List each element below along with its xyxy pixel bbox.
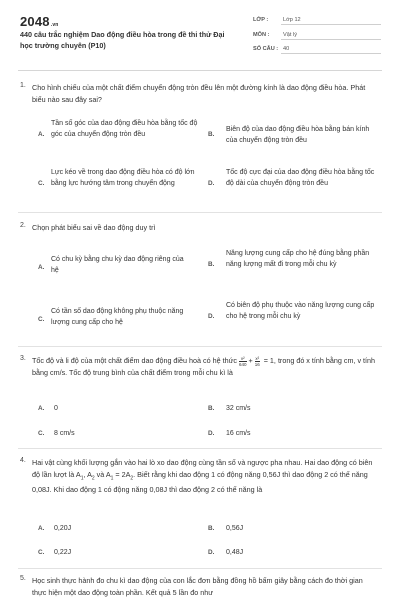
count-label: SỐ CÂU : — [253, 46, 279, 52]
option-letter: D. — [208, 549, 215, 556]
option-text: 0,20J — [54, 525, 72, 532]
option-letter: B. — [208, 405, 215, 412]
option-text: 0 — [54, 405, 58, 412]
subject-underline — [281, 39, 381, 40]
document-header — [0, 0, 400, 62]
option-letter: D. — [208, 180, 215, 187]
option-letter: A. — [38, 405, 45, 412]
option-letter: A. — [38, 264, 45, 271]
option-text: Tần số góc của dao động điều hòa bằng tốc độ góc của chuyển động tròn đều — [51, 120, 198, 138]
question-text-part: Tốc độ và li độ của một chất điểm dao động điều hoà có hệ thức — [32, 356, 237, 365]
subject-value: Vật lý — [283, 32, 297, 38]
question-text: Học sinh thực hành đo chu kì dao động của con lắc đơn bằng đồng hồ bấm giây bằng cách đo thời gian thực hiện một dao động toàn phần. Kết quả 5 lần đo như — [32, 576, 363, 597]
option-letter: C. — [38, 430, 45, 437]
site-logo[interactable] — [20, 14, 59, 29]
question-number: 5. — [20, 575, 26, 582]
option-letter: A. — [38, 131, 45, 138]
option-text: 32 cm/s — [226, 405, 251, 412]
option-text: 8 cm/s — [54, 430, 75, 437]
question-number: 4. — [20, 457, 26, 464]
subscript: 2 — [130, 475, 134, 482]
option-text: 0,56J — [226, 525, 244, 532]
option-letter: B. — [208, 525, 215, 532]
subscript: 2 — [91, 475, 95, 482]
question-divider — [18, 568, 382, 569]
fraction-numerator: v² — [240, 355, 245, 361]
question-text-part: trong đó x tính bằng cm, v tính bằng cm/s. Tốc độ trung bình của chất điểm trong mỗi chu kì là — [32, 356, 376, 377]
option-letter: D. — [208, 313, 215, 320]
option-letter: C. — [38, 316, 45, 323]
question-number: 2. — [20, 222, 26, 229]
option-letter: C. — [38, 180, 45, 187]
question-text-part: Hai vật cùng khối lượng gắn vào hai lò xo dao động cùng tần số và ngược pha nhau. Hai dao động có biên độ lần lượt là A — [32, 458, 373, 479]
header-divider — [18, 70, 382, 71]
option-letter: B. — [208, 131, 215, 138]
subscript: 1 — [80, 475, 84, 482]
document-title: 440 câu trắc nghiệm Dao động điều hòa trong đề thi thử Đại học trường chuyên (P10) — [20, 30, 225, 50]
fraction-numerator: x² — [255, 355, 260, 361]
option-letter: D. — [208, 430, 215, 437]
question-text-part: = 2A — [113, 470, 131, 479]
question-text — [32, 457, 377, 496]
class-label: LỚP : — [253, 17, 269, 23]
plus-sign: + — [248, 356, 253, 365]
fraction-x-squared — [255, 356, 260, 367]
class-underline — [281, 24, 381, 25]
option-text: Năng lượng cung cấp cho hệ đúng bằng phần năng lượng mất đi trong mỗi chu kỳ — [226, 250, 370, 268]
option-letter: A. — [38, 525, 45, 532]
option-text: Lực kéo về trong dao động điều hòa có độ lớn bằng lực hướng tâm trong chuyển động — [51, 169, 195, 187]
fraction-v-squared — [239, 356, 247, 367]
subscript: 1 — [110, 475, 114, 482]
class-value: Lớp 12 — [283, 17, 301, 23]
question-divider — [18, 346, 382, 347]
fraction-denominator: 16 — [254, 361, 260, 367]
question-number: 3. — [20, 355, 26, 362]
question-text-part: . Biết rằng khi dao động 1 có động năng 0,56J thì dao động 2 có thế năng 0,08J. Khi dao động 1 có động năng 0,08J thì dao động 2 có thế năng là — [32, 470, 368, 495]
option-text: 16 cm/s — [226, 430, 251, 437]
question-text-part: và A — [94, 470, 111, 479]
option-text: Có chu kỳ bằng chu kỳ dao động riêng của hệ — [51, 256, 184, 274]
option-text: Có tần số dao động không phụ thuộc năng lượng cung cấp cho hệ — [51, 308, 184, 326]
question-number: 1. — [20, 82, 26, 89]
option-text: Tốc độ cực đại của dao động điều hòa bằng tốc độ dài của chuyển động tròn đều — [226, 169, 375, 187]
question-text: Chọn phát biểu sai về dao động duy trì — [32, 223, 156, 232]
option-text: Biên độ của dao động điều hòa bằng bán kính của chuyển động tròn đều — [226, 126, 370, 144]
option-text: 0,48J — [226, 549, 244, 556]
question-text-part: , A — [83, 470, 92, 479]
subject-label: MÔN : — [253, 32, 270, 38]
fraction-denominator: 640 — [239, 361, 247, 367]
question-text: Cho hình chiếu của một chất điểm chuyển động tròn đều lên một đường kính là dao động điều hòa. Phát biểu nào sau đây sai? — [32, 83, 366, 104]
count-value: 40 — [283, 46, 290, 52]
option-text: Có biên độ phụ thuộc vào năng lượng cung cấp cho hệ trong mỗi chu kỳ — [226, 302, 375, 320]
option-text: 0,22J — [54, 549, 72, 556]
question-text — [32, 355, 377, 379]
question-divider — [18, 212, 382, 213]
option-letter: C. — [38, 549, 45, 556]
count-underline — [281, 53, 381, 54]
question-divider — [18, 448, 382, 449]
logo-text: 2048 — [20, 14, 50, 29]
option-letter: B. — [208, 261, 215, 268]
logo-suffix: .vn — [50, 22, 59, 28]
equals-sign: = 1, — [263, 356, 276, 365]
